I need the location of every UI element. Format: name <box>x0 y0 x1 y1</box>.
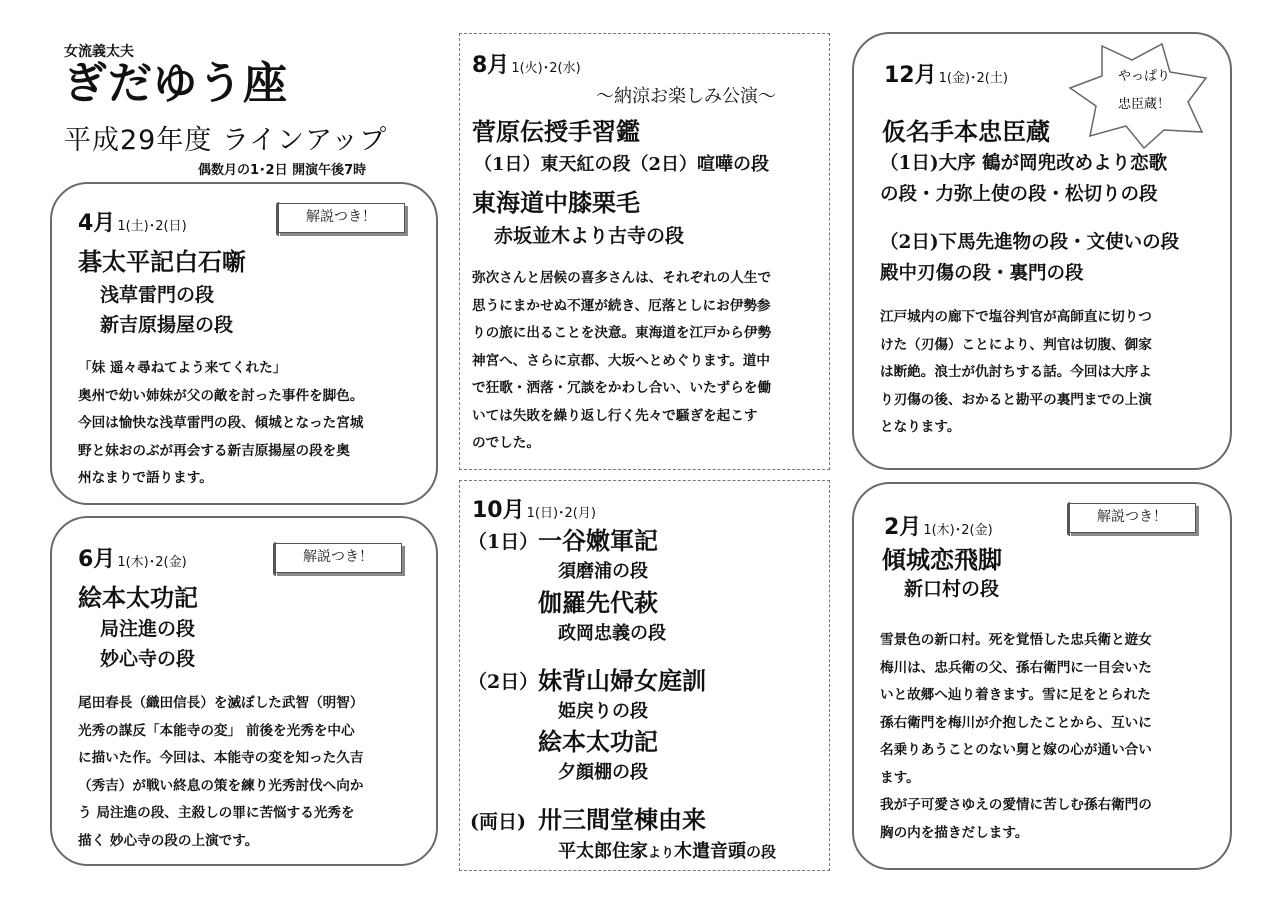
february-month <box>884 510 993 541</box>
october-dates: 1(日)･2(月) <box>526 506 596 521</box>
december-month <box>884 58 1008 89</box>
desc-line: いては失敗を繰り返し行く先々で騒ぎを起こす <box>472 407 758 424</box>
desc-line: 江戸城内の廊下で塩谷判官が高師直に切りつ <box>880 309 1152 325</box>
desc-line: 光秀の謀反「本能寺の変」 前後を光秀を中心 <box>78 722 355 739</box>
desc-line: （秀吉）が戦い終息の策を練り光秀討伐へ向か <box>78 777 364 794</box>
december-day1-line-1: （1日)大序 鶴が岡兜改めより恋歌 <box>880 153 1168 174</box>
desc-line: 梅川は、忠兵衛の父、孫右衛門に一目会いた <box>880 659 1152 676</box>
desc-line: 州なまりで語ります。 <box>78 470 213 486</box>
april-commentary-badge: 解説つき！ <box>277 203 405 233</box>
december-description <box>880 304 1152 442</box>
october-panel <box>459 480 830 871</box>
october-day1-scene-1: 須磨浦の段 <box>558 561 648 582</box>
yappari-line-2: 忠臣蔵！ <box>1117 97 1171 112</box>
october-both-days-play: 卅三間堂棟由来 <box>538 805 706 834</box>
desc-line: う 局注進の段、主殺しの罪に苦悩する光秀を <box>78 805 355 821</box>
april-description <box>78 355 363 493</box>
december-play: 仮名手本忠臣蔵 <box>882 117 1050 146</box>
schedule-note: 偶数月の1･2日 開演午後7時 <box>198 163 367 178</box>
october-day1-play-2: 伽羅先代萩 <box>538 588 658 617</box>
desc-line: いと故郷へ辿り着きます。雪に足をとられた <box>880 687 1151 703</box>
october-day2-scene-2: 夕顔棚の段 <box>558 762 648 783</box>
desc-line: に描いた作。今回は、本能寺の変を知った久吉 <box>78 750 364 766</box>
desc-line: けた（刃傷）ことにより、判官は切腹、御家 <box>880 336 1152 353</box>
yappari-starburst-badge <box>1060 40 1230 150</box>
april-month-label: 4月 <box>78 211 116 236</box>
scene-part-small: より <box>648 846 675 861</box>
page-title: ぎだゆう座 <box>63 58 288 109</box>
desc-line: 描く 妙心寺の段の上演です。 <box>78 832 259 849</box>
june-month <box>78 542 187 573</box>
december-dates: 1(金)･2(土) <box>938 71 1008 86</box>
october-day1-label: （1日） <box>468 531 539 553</box>
february-scene: 新口村の段 <box>904 578 1000 600</box>
august-play-1: 菅原伝授手習鑑 <box>472 117 640 146</box>
scene-part-small: の段 <box>746 843 777 861</box>
december-day2-line-2: 殿中刃傷の段・裏門の段 <box>880 263 1084 284</box>
august-play-1-scenes: （1日）東天紅の段（2日）喧嘩の段 <box>474 154 770 175</box>
december-day2-line-1: （2日)下馬先進物の段・文使いの段 <box>880 232 1180 253</box>
october-both-days-scene <box>558 837 776 863</box>
desc-line: り刃傷の後、おかると勘平の裏門までの上演 <box>880 391 1152 408</box>
desc-line: 奥州で幼い姉妹が父の敵を討った事件を脚色。 <box>78 387 364 404</box>
february-panel <box>852 482 1232 870</box>
desc-line: 孫右衛門を梅川が介抱したことから、互いに <box>880 714 1152 731</box>
april-scene-2: 新吉原揚屋の段 <box>100 314 234 336</box>
february-dates: 1(木)･2(金) <box>923 523 993 538</box>
desc-line: は断絶。浪士が仇討ちする話。今回は大序よ <box>880 364 1152 380</box>
august-month-label: 8月 <box>472 53 510 78</box>
desc-line: 胸の内を描きだします。 <box>880 824 1029 841</box>
october-day1-scene-2: 政岡忠義の段 <box>558 623 666 644</box>
scene-part: 平太郎住家 <box>558 841 648 862</box>
desc-line: 野と妹おのぶが再会する新吉原揚屋の段を奥 <box>78 442 350 459</box>
yappari-line-1: やっぱり <box>1117 69 1171 84</box>
desc-line: 我が子可愛さゆえの愛情に苦しむ孫右衛門の <box>880 797 1152 813</box>
june-play: 絵本太功記 <box>78 583 198 612</box>
august-tagline: ～納涼お楽しみ公演～ <box>596 86 776 107</box>
june-dates: 1(木)･2(金) <box>117 555 187 570</box>
desc-line: 「妹 遥々尋ねてよう来てくれた」 <box>78 360 287 376</box>
desc-line: となります。 <box>880 419 961 435</box>
desc-line: 尾田春長（織田信長）を滅ぼした武智（明智） <box>78 695 364 711</box>
august-panel <box>459 33 830 470</box>
troupe-label: 女流義太夫 <box>64 44 134 60</box>
desc-line: 思うにまかせぬ不運が続き、厄落としにお伊勢参 <box>472 297 771 314</box>
season-lineup: 平成29年度 ラインアップ <box>64 125 388 156</box>
desc-line: 神宮へ、さらに京都、大坂へとめぐります。道中 <box>472 352 770 369</box>
august-month <box>472 48 581 79</box>
desc-line: 弥次さんと居候の喜多さんは、それぞれの人生で <box>472 270 772 286</box>
june-month-label: 6月 <box>78 547 116 572</box>
october-day2-play-2: 絵本太功記 <box>538 727 658 756</box>
april-play: 碁太平記白石噺 <box>78 247 246 276</box>
desc-line: ます。 <box>880 769 920 786</box>
desc-line: で狂歌・洒落・冗談をかわし合い、いたずらを働 <box>472 380 772 396</box>
desc-line: 今回は愉快な浅草雷門の段、傾城となった宮城 <box>78 415 364 431</box>
june-commentary-badge: 解説つき！ <box>274 543 402 573</box>
october-day2-label: （2日） <box>468 671 539 693</box>
december-day1-line-2: の段・力弥上使の段・松切りの段 <box>880 184 1158 205</box>
october-month-label: 10月 <box>472 498 525 523</box>
desc-line: りの旅に出ることを決意。東海道を江戸から伊勢 <box>472 325 772 341</box>
desc-line: 名乗りあうことのない舅と嫁の心が通い合い <box>880 742 1152 758</box>
desc-line: 雪景色の新口村。死を覚悟した忠兵衛と遊女 <box>880 632 1152 648</box>
february-commentary-badge: 解説つき！ <box>1068 503 1196 533</box>
august-play-2: 東海道中膝栗毛 <box>472 188 640 217</box>
april-month <box>78 206 187 237</box>
february-play: 傾城恋飛脚 <box>882 545 1002 574</box>
october-both-days-label: (両日) <box>470 811 526 833</box>
february-month-label: 2月 <box>884 515 922 540</box>
june-scene-2: 妙心寺の段 <box>100 648 196 670</box>
june-scene-1: 局注進の段 <box>100 618 196 640</box>
august-play-2-scene: 赤坂並木より古寺の段 <box>494 225 685 247</box>
october-day2-scene-1: 姫戻りの段 <box>558 701 648 722</box>
june-description <box>78 690 363 855</box>
august-description <box>472 265 771 458</box>
december-month-label: 12月 <box>884 63 937 88</box>
april-scene-1: 浅草雷門の段 <box>100 284 215 306</box>
scene-part: 木遣音頭 <box>674 841 747 862</box>
october-month <box>472 493 596 524</box>
february-description <box>880 627 1152 847</box>
october-day1-play-1: 一谷嫩軍記 <box>538 526 658 555</box>
desc-line: のでした。 <box>472 435 540 451</box>
october-day2-play-1: 妹背山婦女庭訓 <box>538 666 706 695</box>
august-dates: 1(火)･2(水) <box>511 61 581 76</box>
april-dates: 1(土)･2(日) <box>117 219 187 234</box>
